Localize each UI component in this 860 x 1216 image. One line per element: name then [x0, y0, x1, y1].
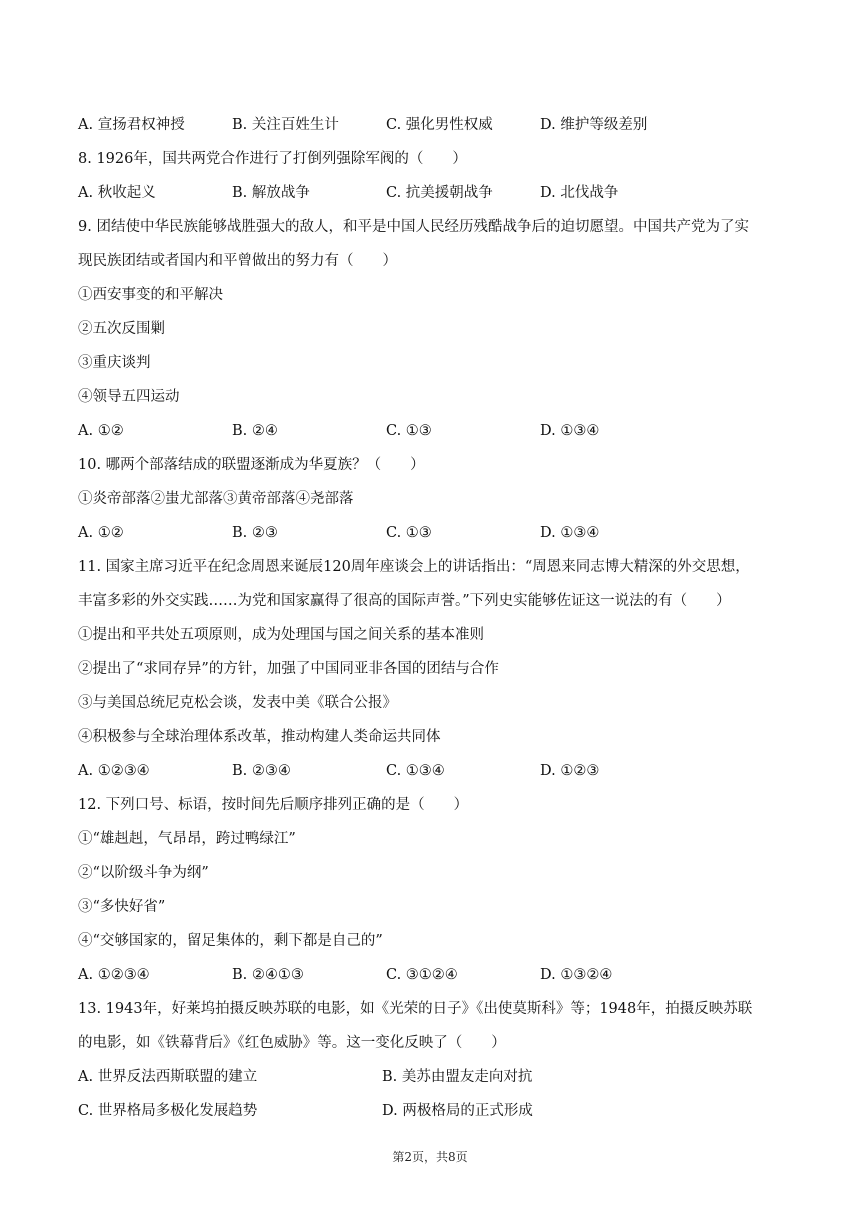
- q12-option-c: C. ③①②④: [386, 967, 458, 983]
- q12-options: [78, 958, 790, 992]
- q10-options: [78, 516, 790, 550]
- q11-option-b: B. ②③④: [232, 763, 291, 779]
- q9-option-c: C. ①③: [386, 423, 432, 439]
- page-number: 第2页，共8页: [392, 1150, 468, 1164]
- q10-option-a: A. ①②: [78, 525, 124, 541]
- q12-option-b: B. ②④①③: [232, 967, 304, 983]
- q11-stem-line2: 丰富多彩的外交实践……为党和国家赢得了很高的国际声誉。”下列史实能够佐证这一说法的有（ ）: [78, 593, 731, 609]
- q9-item-1: ①西安事变的和平解决: [78, 287, 223, 303]
- q9-option-b: B. ②④: [232, 423, 278, 439]
- q13-options-row2: [78, 1094, 790, 1128]
- q12-item-4: ④“交够国家的，留足集体的，剩下都是自己的”: [78, 933, 383, 949]
- q9-item-2: ②五次反围剿: [78, 321, 165, 337]
- q11-option-a: A. ①②③④: [78, 763, 150, 779]
- q10-stem: 10. 哪两个部落结成的联盟逐渐成为华夏族？（ ）: [78, 457, 425, 473]
- q11-option-d: D. ①②③: [540, 763, 600, 779]
- q7-options: [78, 108, 790, 142]
- q7-option-c: C. 强化男性权威: [386, 117, 493, 133]
- q8-option-b: B. 解放战争: [232, 185, 310, 201]
- q11-options: [78, 754, 790, 788]
- q10-option-b: B. ②③: [232, 525, 278, 541]
- q11-item-1: ①提出和平共处五项原则，成为处理国与国之间关系的基本准则: [78, 627, 484, 643]
- q13-option-d: D. 两极格局的正式形成: [382, 1103, 533, 1119]
- q9-item-3: ③重庆谈判: [78, 355, 151, 371]
- q11-item-3: ③与美国总统尼克松会谈，发表中美《联合公报》: [78, 695, 397, 711]
- q9-stem-line2: 现民族团结或者国内和平曾做出的努力有（ ）: [78, 253, 397, 269]
- q10-option-d: D. ①③④: [540, 525, 600, 541]
- q11-item-4: ④积极参与全球治理体系改革，推动构建人类命运共同体: [78, 729, 441, 745]
- q8-options: [78, 176, 790, 210]
- q9-options: [78, 414, 790, 448]
- q10-option-c: C. ①③: [386, 525, 432, 541]
- q9-option-a: A. ①②: [78, 423, 124, 439]
- q7-option-d: D. 维护等级差别: [540, 117, 648, 133]
- q12-option-a: A. ①②③④: [78, 967, 150, 983]
- q8-option-a: A. 秋收起义: [78, 185, 156, 201]
- q12-item-2: ②“以阶级斗争为纲”: [78, 865, 209, 881]
- q12-option-d: D. ①③②④: [540, 967, 613, 983]
- q12-item-1: ①“雄赳赳，气昂昂，跨过鸭绿江”: [78, 831, 296, 847]
- q8-option-c: C. 抗美援朝战争: [386, 185, 493, 201]
- q11-stem-line1: 11. 国家主席习近平在纪念周恩来诞辰120周年座谈会上的讲话指出：“周恩来同志博大精深的外交思想，: [78, 559, 750, 575]
- q13-option-a: A. 世界反法西斯联盟的建立: [78, 1069, 258, 1085]
- q13-options-row1: [78, 1060, 790, 1094]
- q11-item-2: ②提出了“求同存异”的方针，加强了中国同亚非各国的团结与合作: [78, 661, 499, 677]
- q13-option-b: B. 美苏由盟友走向对抗: [382, 1069, 533, 1085]
- q9-item-4: ④领导五四运动: [78, 389, 180, 405]
- q9-option-d: D. ①③④: [540, 423, 600, 439]
- q8-option-d: D. 北伐战争: [540, 185, 619, 201]
- q13-option-c: C. 世界格局多极化发展趋势: [78, 1103, 258, 1119]
- q12-item-3: ③“多快好省”: [78, 899, 166, 915]
- q13-stem-line1: 13. 1943年，好莱坞拍摄反映苏联的电影，如《光荣的日子》《出使莫斯科》等；1948年，拍摄反映苏联: [78, 1001, 753, 1017]
- q8-stem: 8. 1926年，国共两党合作进行了打倒列强除军阀的（ ）: [78, 151, 467, 167]
- q12-stem: 12. 下列口号、标语，按时间先后顺序排列正确的是（ ）: [78, 797, 469, 813]
- q7-option-a: A. 宣扬君权神授: [78, 117, 185, 133]
- q9-stem-line1: 9. 团结使中华民族能够战胜强大的敌人，和平是中国人民经历残酷战争后的迫切愿望。中国共产党为了实: [78, 219, 749, 235]
- question-list: [78, 108, 790, 1128]
- q11-option-c: C. ①③④: [386, 763, 445, 779]
- q7-option-b: B. 关注百姓生计: [232, 117, 339, 133]
- q10-items: ①炎帝部落②蚩尤部落③黄帝部落④尧部落: [78, 491, 354, 507]
- q13-stem-line2: 的电影，如《铁幕背后》《红色威胁》等。这一变化反映了（ ）: [78, 1035, 506, 1051]
